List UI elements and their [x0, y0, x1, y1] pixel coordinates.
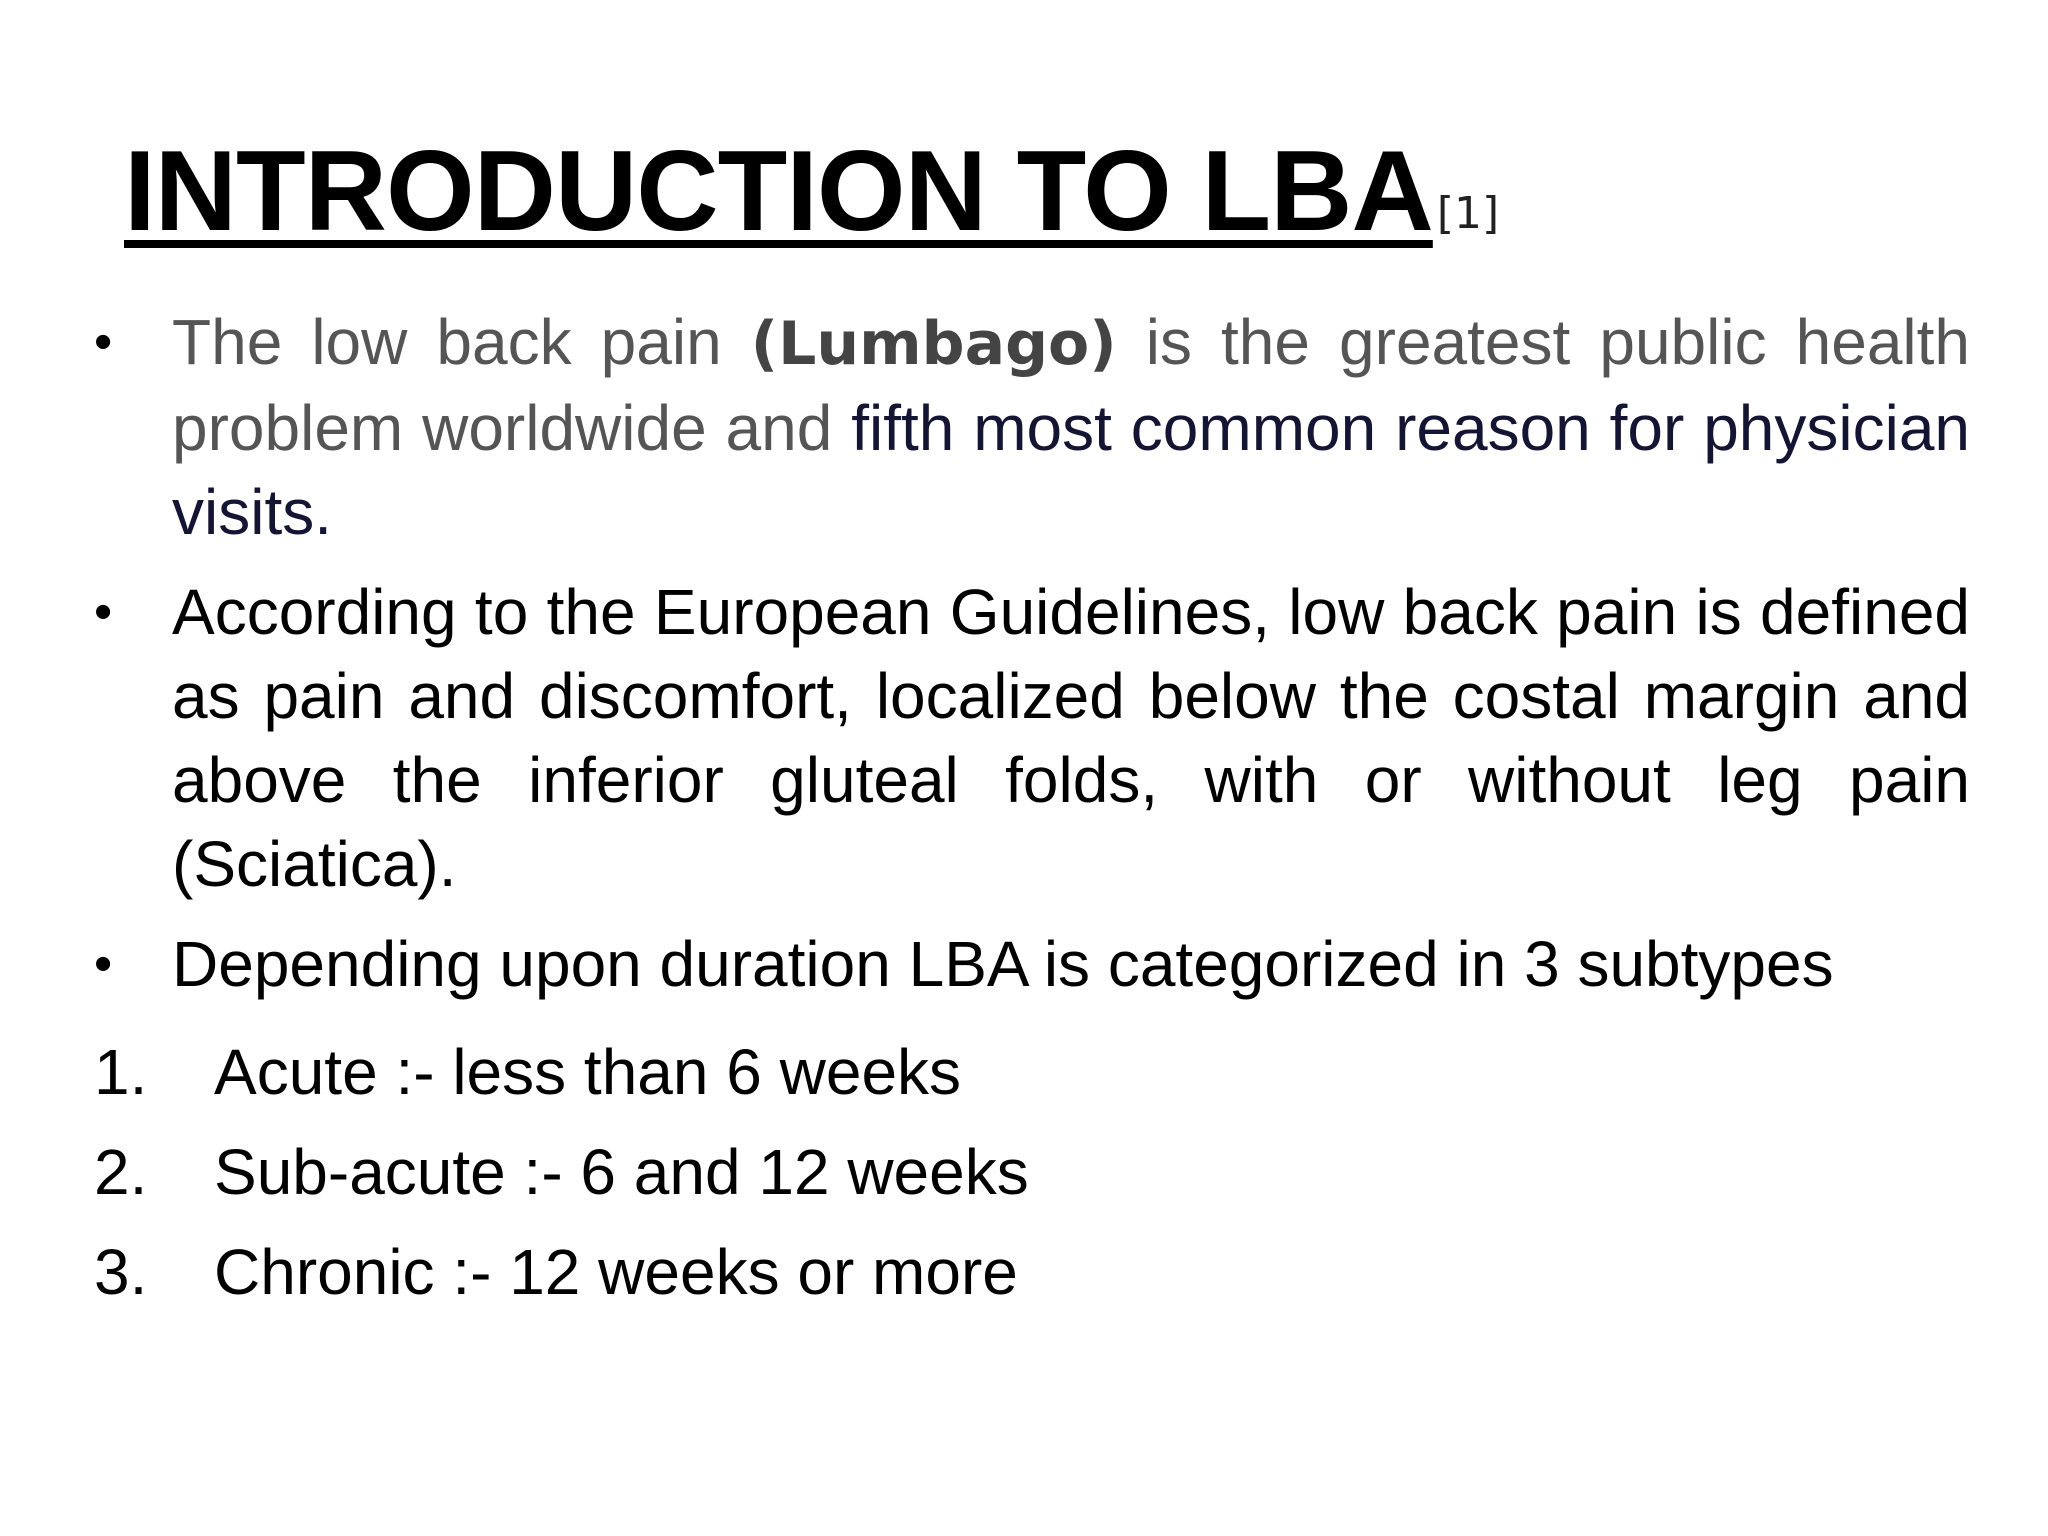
title-row [124, 128, 1499, 256]
list-item [90, 1222, 1970, 1322]
bullet-text: Depending upon duration LBA is categorized in 3 subtypes [172, 928, 1834, 1000]
bullet-marker: • [94, 313, 113, 371]
bullet-bold-term: (Lumbago) [750, 309, 1117, 379]
bullet-item [90, 922, 1970, 1006]
list-number: 1. [94, 1036, 148, 1108]
list-text: Chronic :- 12 weeks or more [214, 1236, 1018, 1308]
bullet-text: The low back pain [172, 306, 751, 378]
bullet-marker: • [94, 935, 113, 993]
list-number: 2. [94, 1136, 148, 1208]
list-text: Acute :- less than 6 weeks [214, 1036, 962, 1108]
bullet-item [90, 300, 1970, 554]
bullet-text: is the greatest public health problem worldwide and [172, 306, 1971, 464]
slide-title: INTRODUCTION TO LBA [124, 128, 1433, 255]
title-citation: [1] [1436, 188, 1500, 239]
slide-content [90, 300, 1970, 1322]
list-item [90, 1122, 1970, 1222]
bullet-item [90, 570, 1970, 906]
bullet-text: According to the European Guidelines, low back pain is defined as pain and discomfort, localized below the costal margin and above the inferior gluteal folds, with or without leg pain (Sciatica). [172, 576, 1970, 900]
list-text: Sub-acute :- 6 and 12 weeks [214, 1136, 1029, 1208]
list-item [90, 1022, 1970, 1122]
list-number: 3. [94, 1236, 148, 1308]
bullet-marker: • [94, 583, 113, 641]
bullet-text: fifth most common reason for physician visits. [172, 392, 1970, 548]
